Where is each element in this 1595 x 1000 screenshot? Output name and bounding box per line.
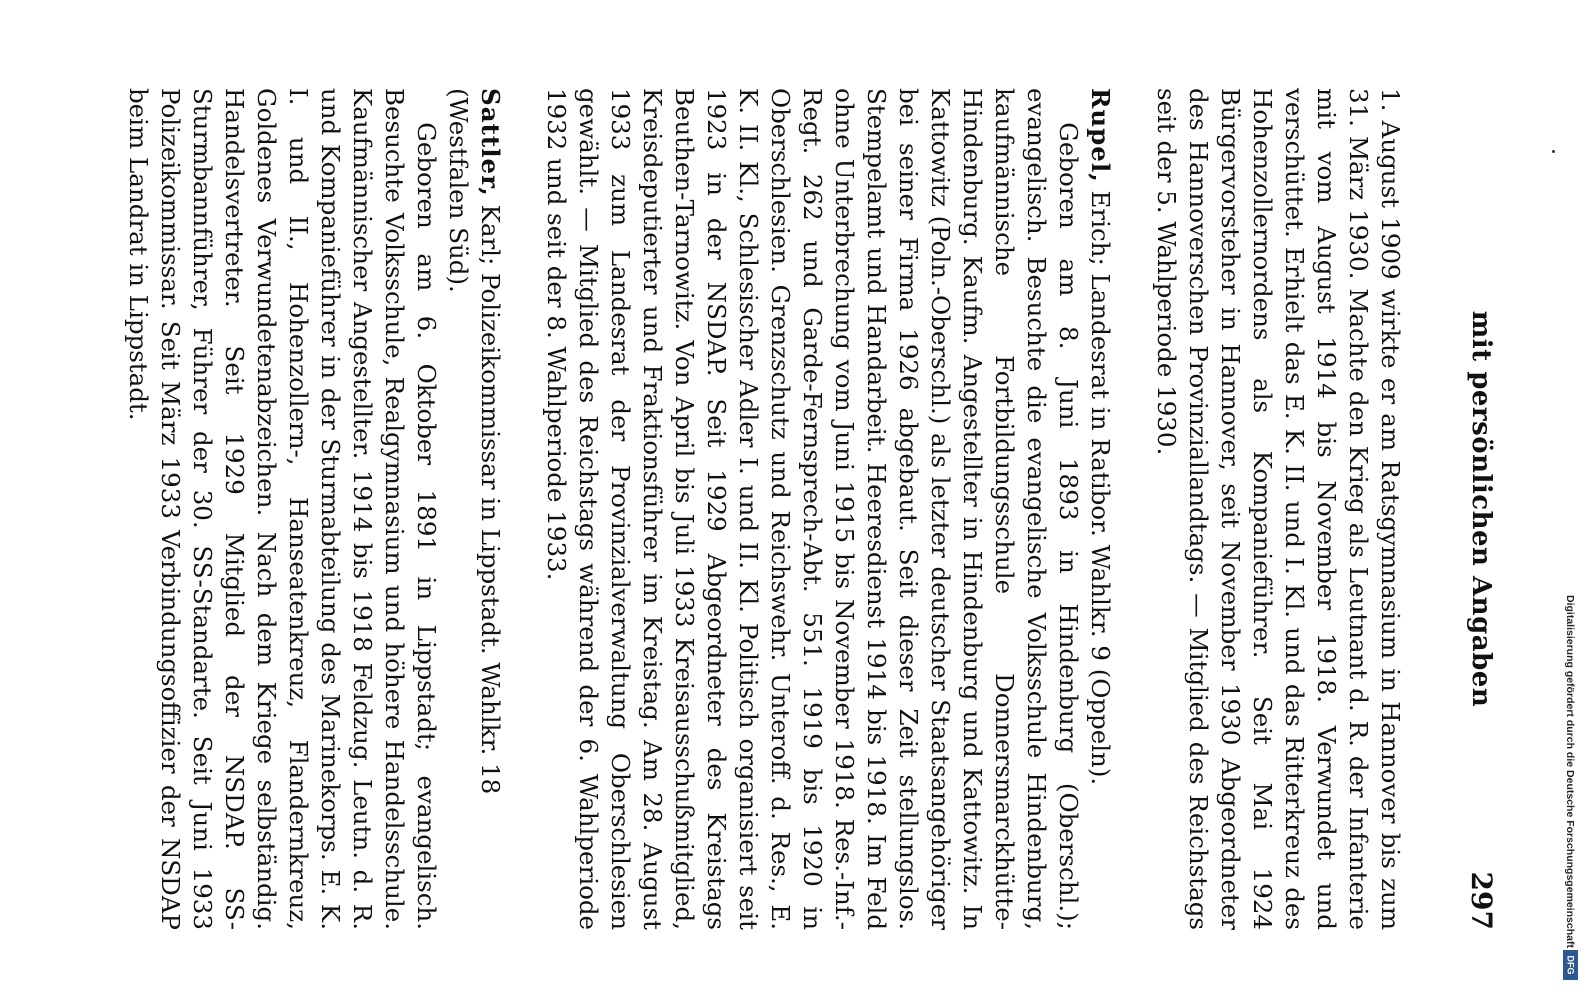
digitization-credit-text: Digitalisierung gefördert durch die Deutsche Forschungsgemeinschaft — [1564, 595, 1576, 948]
entry-heading-details: Karl; Polizeikommissar in Lippstadt. Wahlkr. 18 (Westfalen Süd). — [444, 88, 505, 795]
entry-body: Geboren am 8. Juni 1893 in Hindenburg (Oberschl.); evangelisch. Besuchte die evangelische Volksschule Hindenburg, kaufmännische Fortbildungsschule Donnersmarckhütte-Hindenburg. Kaufm. Angestellter in Hindenburg und Kattowitz. In Kattowitz (Poln.-Oberschl.) als letzter deutscher Staatsangehöriger bei seiner Firma 1926 abgebaut. Seit dieser Zeit stellungslos. Stempelamt und Handarbeit. Heeresdienst 1914 bis 1918. Im Feld ohne Unterbrechung vom Juni 1915 bis November 1918. Res.-Inf.-Regt. 262 und Garde-Fernsprech-Abt. 551. 1919 bis 1920 in Oberschlesien. Grenzschutz und Reichswehr. Unteroff. d. Res., E. K. II. Kl., Schlesischer Adler I. und II. Kl. Politisch organisiert seit 1923 in der NSDAP. Seit 1929 Abgeordneter des Kreistags Beuthen-Tarnowitz. Von April bis Juli 1933 Kreisausschußmitglied, Kreisdeputierter und Fraktionsführer im Kreistag. Am 28. August 1933 zum Landesrat der Provinzialverwaltung Oberschlesien gewählt. — Mitglied des Reichstags während der 6. Wahlperiode 1932 und seit der 8. Wahlperiode 1933. — [542, 88, 1083, 930]
entry-heading — [1084, 88, 1116, 930]
entry-surname: Rupel, — [1086, 88, 1115, 183]
entry-surname: Sattler, — [476, 88, 505, 197]
continued-paragraph: 1. August 1909 wirkte er am Ratsgymnasium in Hannover bis zum 31. März 1930. Machte den Krieg als Leutnant d. R. der Infanterie mit vom August 1914 bis November 1918. Verwundet und verschüttet. Erhielt das E. K. II. und I. Kl. und das Ritterkreuz des Hohenzollernordens als Kompanieführer. Seit Mai 1924 Bürgervorsteher in Hannover, seit November 1930 Abgeordneter des Hannoverschen Provinziallandtags. — Mitglied des Reichstags seit der 5. Wahlperiode 1930. — [1152, 88, 1405, 930]
page-number: 297 — [1465, 871, 1498, 930]
entry-body: Geboren am 6. Oktober 1891 in Lippstadt; evangelisch. Besuchte Volksschule, Realgymnasium und höhere Handelsschule. Kaufmännischer Angestellter. 1914 bis 1918 Feldzug. Leutn. d. R. und Kompanieführer in der Sturmabteilung des Marinekorps. E. K. I. und II., Hohenzollern-, Hanseatenkreuz, Flandernkreuz, Goldenes Verwundetenabzeichen. Nach dem Kriege selbständig. Handelsvertreter. Seit 1929 Mitglied der NSDAP. SS-Sturmbannführer, Führer der 30. SS-Standarte. Seit Juni 1933 Polizeikommissar. Seit März 1933 Verbindungsoffizier der NSDAP beim Landrat in Lippstadt. — [124, 88, 441, 930]
entry-heading-details: Erich; Landesrat in Ratibor. Wahlkr. 9 (Oppeln). — [1086, 190, 1115, 786]
digitization-credit — [1562, 595, 1582, 975]
biography-entry-rupel — [540, 88, 1116, 930]
entry-heading — [442, 88, 506, 930]
running-head — [1446, 88, 1502, 930]
dfg-logo-text: DFG — [1565, 955, 1576, 975]
biography-entry-sattler — [122, 88, 506, 930]
scan-speck — [1552, 150, 1555, 153]
dfg-logo — [1563, 950, 1578, 980]
running-head-title: mit persönlichen Angaben — [1466, 310, 1496, 708]
